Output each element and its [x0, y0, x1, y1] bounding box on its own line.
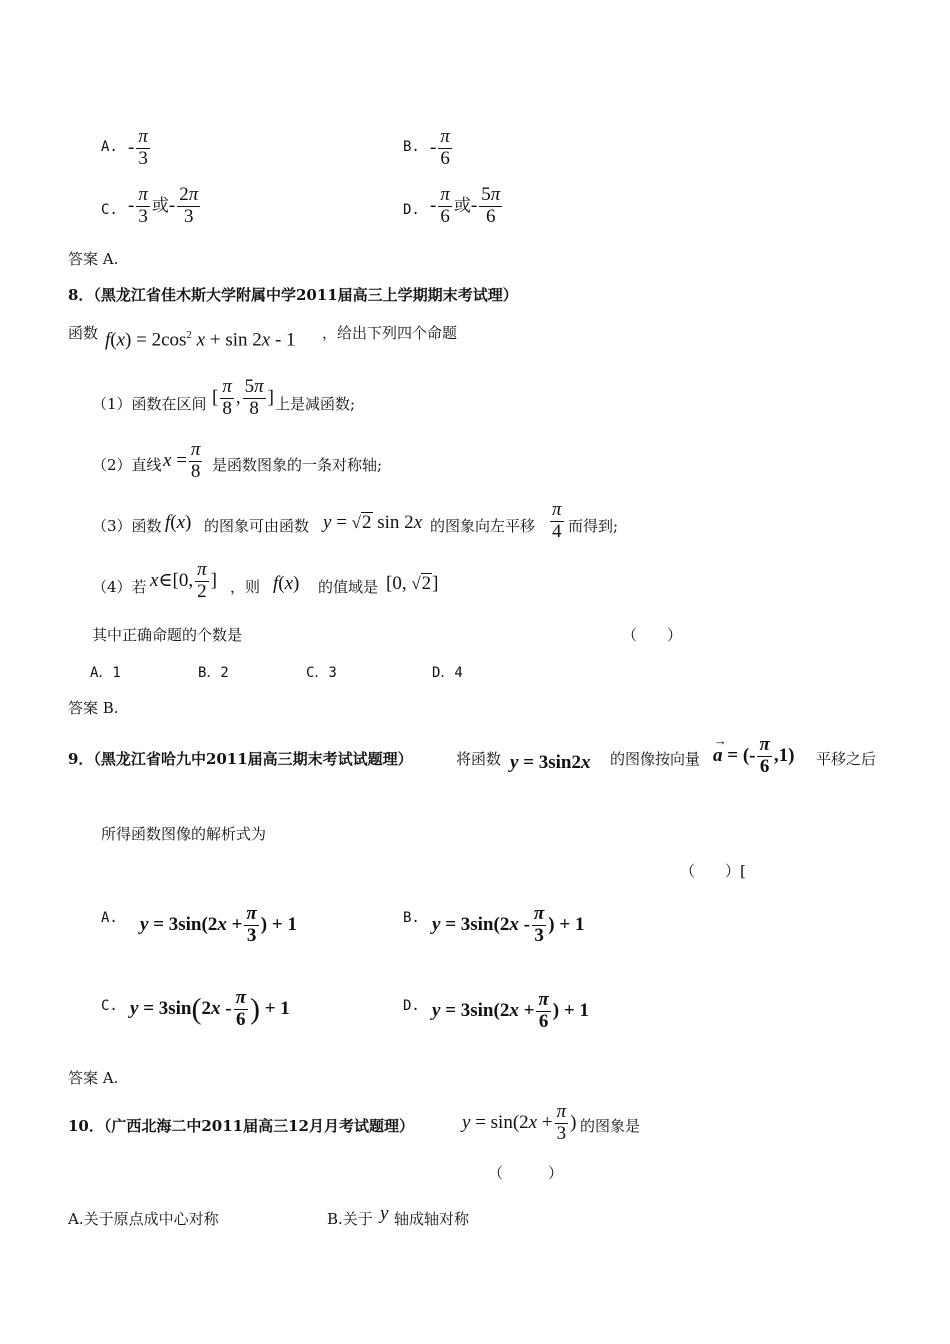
q8-prop2-prefix: （2）直线 — [92, 456, 162, 474]
q9-tail: 平移之后 — [816, 750, 877, 768]
q9-option-d-math: y = 3sin(2x + $\frac{\pi}{6}$ ) + 1 — [432, 989, 589, 1032]
q7-option-d-math: - $\frac{\pi}{6}$ 或- $\frac{5\pi}{6}$ — [430, 184, 501, 227]
q8-choice-d: D．4 — [432, 665, 463, 681]
q9-option-a-label: A. — [101, 910, 118, 926]
q9-option-d-label: D. — [403, 998, 420, 1014]
q8-prop4-mid1: ，则 — [230, 578, 261, 596]
q8-question: 其中正确命题的个数是 — [92, 626, 243, 644]
q9-option-b-label: B. — [403, 910, 420, 926]
q7-option-c-label: C. — [101, 202, 118, 218]
q9-line2: 所得函数图像的解析式为 — [101, 825, 267, 843]
q10-option-b-prefix: B.关于 — [327, 1210, 373, 1228]
q10-suffix: 的图象是 — [580, 1117, 641, 1135]
q8-prop4-mid2: 的值域是 — [318, 578, 379, 596]
q9-option-c-label: C. — [101, 998, 118, 1014]
q9-vector: → a = (- $\frac{\pi}{6}$ ,1) — [713, 732, 795, 777]
q9-lead: 将函数 — [456, 750, 502, 768]
q9-answer-paren: （ ）[ — [680, 862, 746, 880]
q8-prop3-shift: $\frac{\pi}{4}$ — [552, 499, 562, 542]
q9-header: 9．（黑龙江省哈九中2011届高三期末考试试题理） — [68, 750, 413, 768]
q8-prop1-interval: [ $\frac{\pi}{8}$ , $\frac{5\pi}{8}$ ] — [212, 376, 274, 419]
q10-answer-paren: （ ） — [488, 1164, 564, 1182]
q7-option-d-label: D. — [403, 202, 420, 218]
q8-prop4-fx: f(x) — [273, 573, 300, 594]
q7-option-b-math: - $\frac{\pi}{6}$ — [430, 126, 450, 169]
q8-intro-suffix: ，给出下列四个命题 — [322, 324, 458, 342]
q7-option-a-math: - $\frac{\pi}{3}$ — [128, 126, 148, 169]
q8-prop4-domain: x∈[0, $\frac{\pi}{2}$ ] — [150, 559, 217, 602]
q8-prop3-mid1: 的图象可由函数 — [204, 517, 310, 535]
q8-choice-a: A．1 — [90, 665, 121, 681]
q7-option-c-math: - $\frac{\pi}{3}$ 或- $\frac{2\pi}{3}$ — [128, 184, 199, 227]
q8-choice-c: C．3 — [306, 665, 337, 681]
q8-prop1-suffix: 上是减函数; — [275, 395, 356, 413]
q10-header: 10．（广西北海二中2011届高三12月月考试题理） — [68, 1117, 414, 1135]
q8-prop2-line: x = $\frac{\pi}{8}$ — [163, 439, 201, 482]
q8-header: 8．（黑龙江省佳木斯大学附属中学2011届高三上学期期末考试理） — [68, 286, 518, 304]
q8-choice-b: B．2 — [198, 665, 229, 681]
q8-prop3-prefix: （3）函数 — [92, 517, 162, 535]
q8-prop2-suffix: 是函数图象的一条对称轴; — [212, 456, 383, 474]
q9-option-c-math: y = 3sin(2x - $\frac{\pi}{6}$ ) + 1 — [130, 987, 290, 1030]
q10-option-a: A.关于原点成中心对称 — [68, 1210, 219, 1228]
q8-prop4-prefix: （4）若 — [92, 578, 147, 596]
q8-function-formula: $f(x) = 2\cos^2$ x + sin 2x - 1 — [105, 329, 296, 351]
q10-function: y = sin(2x + $\frac{\pi}{3}$ ) — [462, 1101, 577, 1144]
q8-prop3-fx: f(x) — [165, 512, 192, 533]
q8-answer-paren: （ ） — [622, 626, 683, 644]
q9-option-b-math: y = 3sin(2x - $\frac{\pi}{3}$ ) + 1 — [432, 903, 585, 946]
q8-prop3-y: y = √2 sin 2x — [323, 512, 423, 533]
q7-option-b-label: B. — [403, 139, 420, 155]
q7-answer: 答案 A. — [68, 250, 119, 268]
q8-prop4-range: [0, √2] — [386, 573, 439, 594]
q8-intro-prefix: 函数 — [68, 324, 99, 342]
q10-option-b-variable: y — [380, 1203, 389, 1224]
q9-original-function: y = 3sin2x — [510, 752, 591, 773]
q8-prop3-suffix: 而得到; — [568, 517, 619, 535]
q10-option-b-suffix: 轴成轴对称 — [394, 1210, 470, 1228]
q9-answer: 答案 A. — [68, 1069, 119, 1087]
q8-answer: 答案 B. — [68, 699, 119, 717]
q8-prop3-mid2: 的图象向左平移 — [430, 517, 536, 535]
q8-prop1-prefix: （1）函数在区间 — [92, 395, 207, 413]
q7-option-a-label: A. — [101, 139, 118, 155]
q9-option-a-math: y = 3sin(2x + $\frac{\pi}{3}$ ) + 1 — [140, 903, 297, 946]
q9-mid: 的图像按向量 — [610, 750, 701, 768]
